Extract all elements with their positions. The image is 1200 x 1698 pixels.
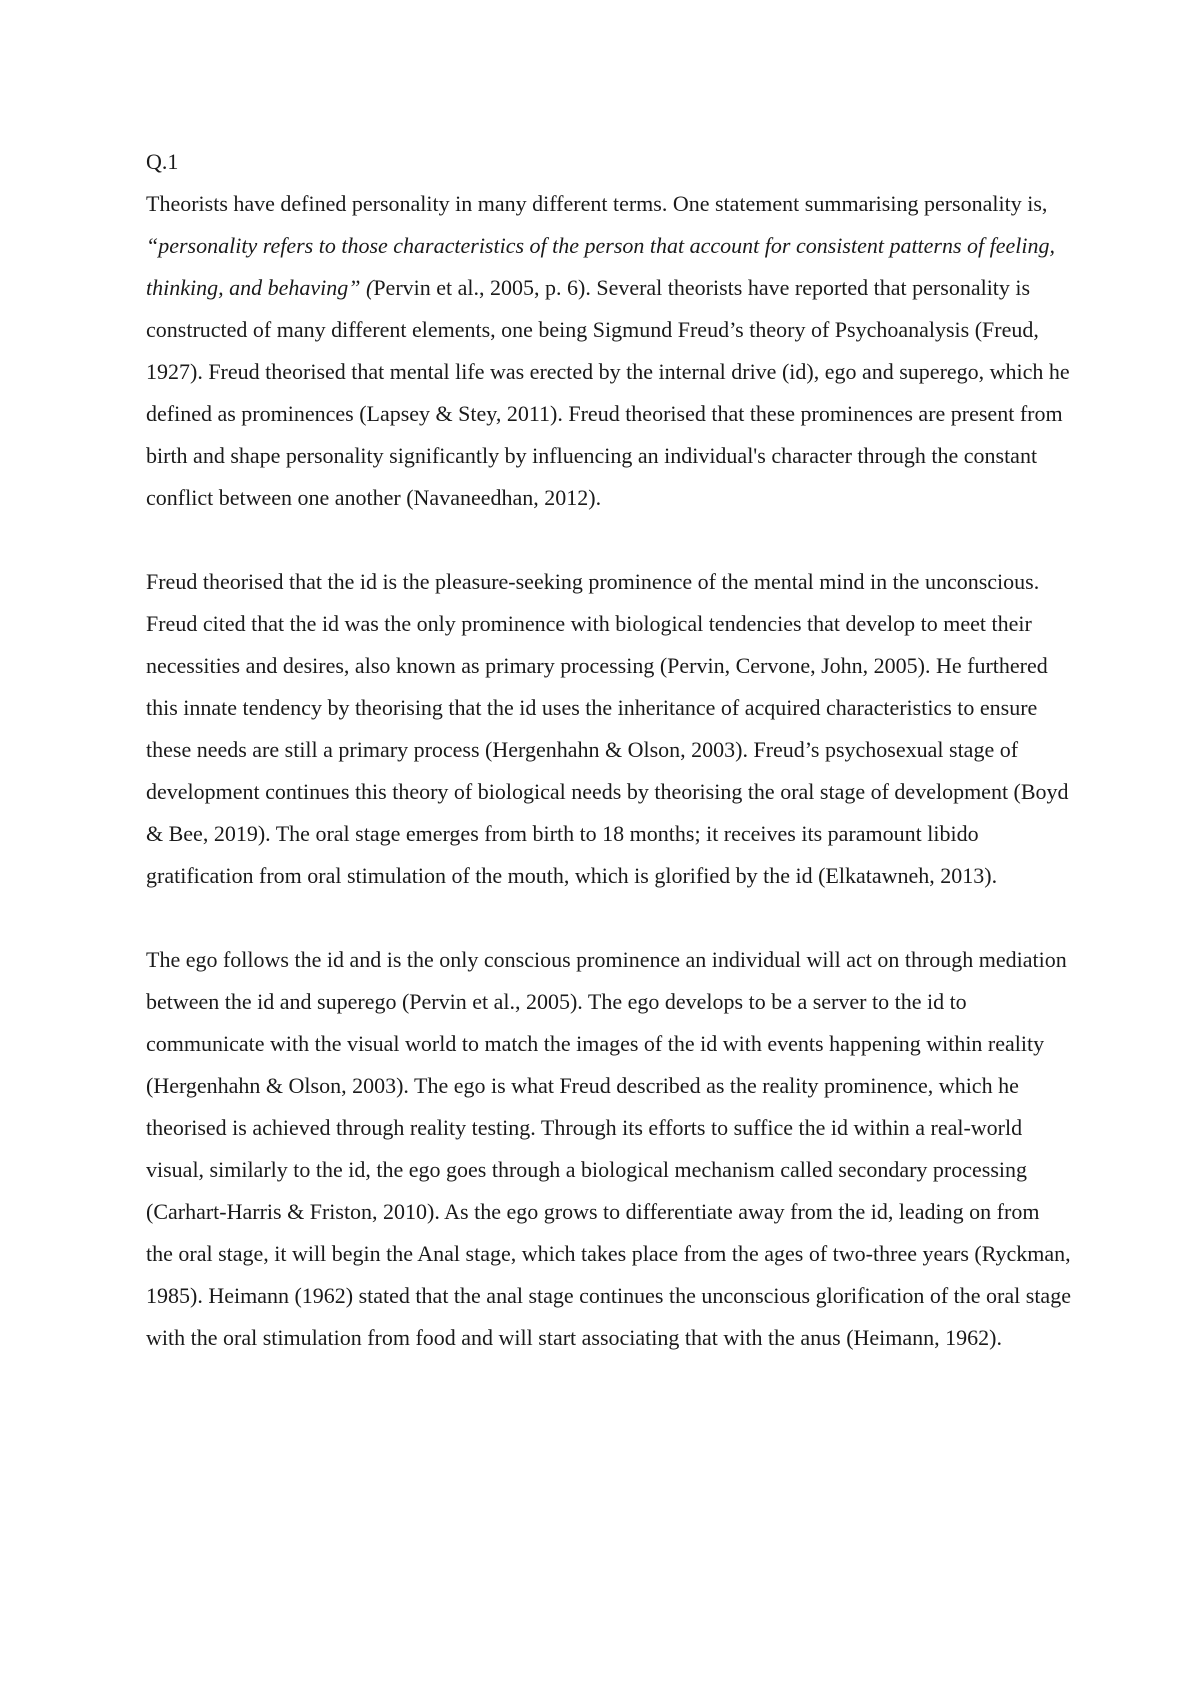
paragraph-1	[146, 183, 1071, 519]
document-body	[146, 141, 1071, 1359]
question-heading: Q.1	[146, 149, 179, 174]
personality-definition-quote: “personality refers to those characteristics of the person that account for consistent patterns of feeling, thinking, and behaving” (	[146, 233, 1056, 300]
paragraph-1-text-a: Theorists have defined personality in many different terms. One statement summarising personality is,	[146, 191, 1048, 216]
paragraph-1-text-b: Pervin et al., 2005, p. 6). Several theorists have reported that personality is constructed of many different elements, one being Sigmund Freud’s theory of Psychoanalysis (Freud, 1927). Freud theorised that mental life was erected by the internal drive (id), ego and superego, which he defined as prominences (Lapsey & Stey, 2011). Freud theorised that these prominences are present from birth and shape personality significantly by influencing an individual's character through the constant conflict between one another (Navaneedhan, 2012).	[146, 275, 1070, 510]
paragraph-2: Freud theorised that the id is the pleasure-seeking prominence of the mental mind in the unconscious. Freud cited that the id was the only prominence with biological tendencies that develop to meet their necessities and desires, also known as primary processing (Pervin, Cervone, John, 2005). He furthered this innate tendency by theorising that the id uses the inheritance of acquired characteristics to ensure these needs are still a primary process (Hergenhahn & Olson, 2003). Freud’s psychosexual stage of development continues this theory of biological needs by theorising the oral stage of development (Boyd & Bee, 2019). The oral stage emerges from birth to 18 months; it receives its paramount libido gratification from oral stimulation of the mouth, which is glorified by the id (Elkatawneh, 2013).	[146, 569, 1069, 888]
paragraph-3: The ego follows the id and is the only conscious prominence an individual will act on through mediation between the id and superego (Pervin et al., 2005). The ego develops to be a server to the id to communicate with the visual world to match the images of the id with events happening within reality (Hergenhahn & Olson, 2003). The ego is what Freud described as the reality prominence, which he theorised is achieved through reality testing. Through its efforts to suffice the id within a real-world visual, similarly to the id, the ego goes through a biological mechanism called secondary processing (Carhart-Harris & Friston, 2010). As the ego grows to differentiate away from the id, leading on from the oral stage, it will begin the Anal stage, which takes place from the ages of two-three years (Ryckman, 1985). Heimann (1962) stated that the anal stage continues the unconscious glorification of the oral stage with the oral stimulation from food and will start associating that with the anus (Heimann, 1962).	[146, 947, 1071, 1350]
